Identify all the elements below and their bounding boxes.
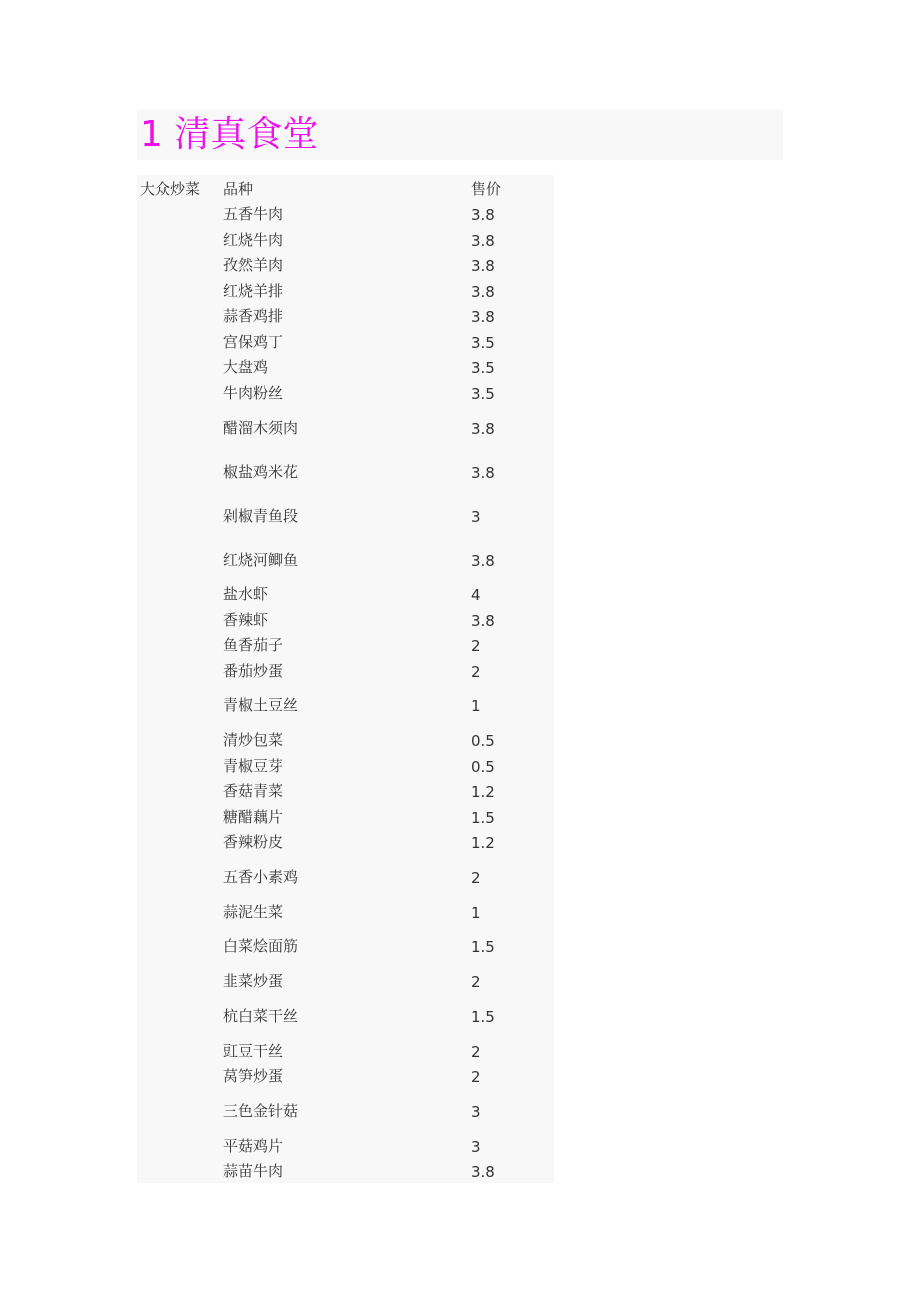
dish-price: 3.5 <box>471 359 495 377</box>
dish-name: 大盘鸡 <box>223 358 269 376</box>
dish-price: 2 <box>471 1043 481 1061</box>
dish-name: 宫保鸡丁 <box>223 333 284 351</box>
dish-price: 3.8 <box>471 552 495 570</box>
dish-price: 1.2 <box>471 783 495 801</box>
dish-price: 1.5 <box>471 1008 495 1026</box>
dish-price: 4 <box>471 586 481 604</box>
dish-name: 杭白菜干丝 <box>223 1007 299 1025</box>
dish-price: 3 <box>471 508 481 526</box>
dish-price: 2 <box>471 973 481 991</box>
dish-price: 0.5 <box>471 732 495 750</box>
dish-name: 香辣虾 <box>223 611 269 629</box>
dish-name: 韭菜炒蛋 <box>223 972 284 990</box>
dish-price: 3.8 <box>471 464 495 482</box>
dish-price: 3.5 <box>471 385 495 403</box>
dish-price: 3.8 <box>471 308 495 326</box>
dish-price: 1.5 <box>471 938 495 956</box>
dish-price: 3.5 <box>471 334 495 352</box>
dish-name: 香辣粉皮 <box>223 833 284 851</box>
dish-price: 0.5 <box>471 758 495 776</box>
dish-name: 清炒包菜 <box>223 731 284 749</box>
dish-price: 2 <box>471 637 481 655</box>
dish-name: 鱼香茄子 <box>223 636 284 654</box>
dish-price: 1 <box>471 697 481 715</box>
dish-price: 3.8 <box>471 612 495 630</box>
dish-name: 糖醋藕片 <box>223 808 284 826</box>
dish-name: 莴笋炒蛋 <box>223 1067 284 1085</box>
dish-name: 三色金针菇 <box>223 1102 299 1120</box>
dish-name: 五香牛肉 <box>223 205 284 223</box>
dish-price: 3 <box>471 1103 481 1121</box>
dish-name: 醋溜木须肉 <box>223 419 299 437</box>
dish-price: 2 <box>471 663 481 681</box>
dish-price: 3.8 <box>471 283 495 301</box>
dish-name: 蒜香鸡排 <box>223 307 284 325</box>
column-header-price: 售价 <box>471 180 502 198</box>
dish-name: 豇豆干丝 <box>223 1042 284 1060</box>
menu-table <box>137 175 554 1183</box>
column-header-name: 品种 <box>223 180 254 198</box>
dish-name: 盐水虾 <box>223 585 269 603</box>
dish-name: 番茄炒蛋 <box>223 662 284 680</box>
dish-price: 3 <box>471 1138 481 1156</box>
dish-name: 红烧羊排 <box>223 282 284 300</box>
dish-name: 红烧河鲫鱼 <box>223 551 299 569</box>
dish-name: 蒜苗牛肉 <box>223 1162 284 1180</box>
dish-name: 五香小素鸡 <box>223 868 299 886</box>
dish-name: 椒盐鸡米花 <box>223 463 299 481</box>
dish-price: 1.2 <box>471 834 495 852</box>
dish-price: 3.8 <box>471 420 495 438</box>
dish-name: 平菇鸡片 <box>223 1137 284 1155</box>
dish-name: 牛肉粉丝 <box>223 384 284 402</box>
dish-price: 3.8 <box>471 206 495 224</box>
dish-name: 红烧牛肉 <box>223 231 284 249</box>
dish-price: 2 <box>471 1068 481 1086</box>
dish-name: 香菇青菜 <box>223 782 284 800</box>
dish-price: 1.5 <box>471 809 495 827</box>
dish-price: 3.8 <box>471 257 495 275</box>
page-title: 1 清真食堂 <box>140 114 319 155</box>
dish-price: 3.8 <box>471 232 495 250</box>
category-label: 大众炒菜 <box>140 180 201 198</box>
dish-name: 蒜泥生菜 <box>223 903 284 921</box>
dish-price: 2 <box>471 869 481 887</box>
dish-price: 3.8 <box>471 1163 495 1181</box>
dish-name: 孜然羊肉 <box>223 256 284 274</box>
dish-name: 白菜烩面筋 <box>223 937 299 955</box>
dish-name: 青椒土豆丝 <box>223 696 299 714</box>
dish-name: 青椒豆芽 <box>223 757 284 775</box>
dish-price: 1 <box>471 904 481 922</box>
dish-name: 剁椒青鱼段 <box>223 507 299 525</box>
